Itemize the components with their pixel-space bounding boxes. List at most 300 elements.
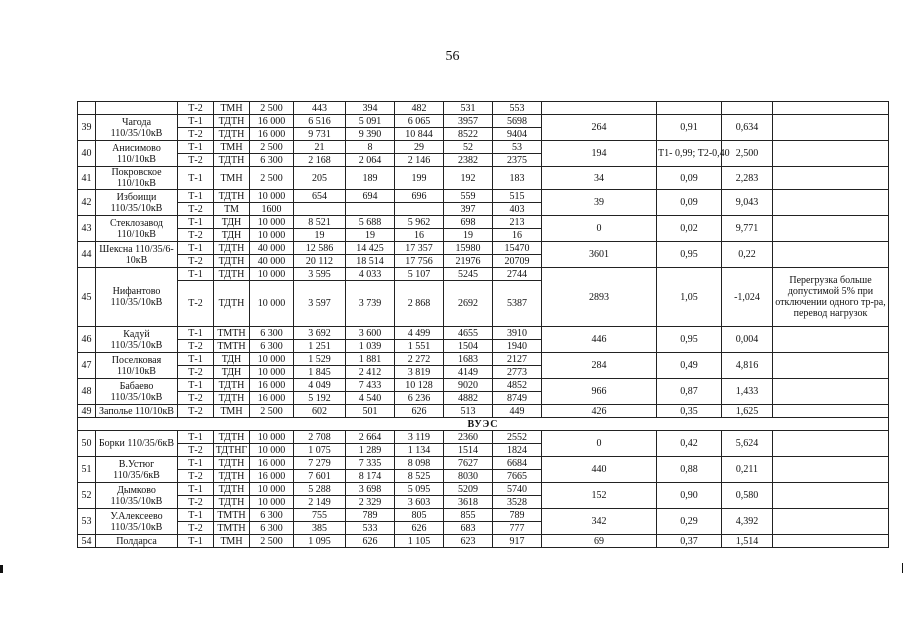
transformer-id-cell: Т-2 bbox=[178, 366, 214, 379]
load-cell-3: 16 bbox=[395, 229, 444, 242]
transformer-type-cell: ТДТН bbox=[214, 190, 250, 203]
reserve-cell: 1,514 bbox=[722, 535, 773, 548]
row-number-cell: 41 bbox=[78, 167, 96, 190]
substation-name-cell: Борки 110/35/6кВ bbox=[96, 431, 178, 457]
load-cell-2: 3 739 bbox=[346, 281, 395, 327]
table-row bbox=[78, 115, 889, 128]
transformer-id-cell: Т-2 bbox=[178, 229, 214, 242]
table-row bbox=[78, 268, 889, 281]
note-cell bbox=[773, 115, 889, 141]
load-cell-1: 1 251 bbox=[294, 340, 346, 353]
load-cell-3: 2 272 bbox=[395, 353, 444, 366]
transformer-type-cell: ТДН bbox=[214, 216, 250, 229]
load-cell-2: 1 289 bbox=[346, 444, 395, 457]
transformer-type-cell: ТДТН bbox=[214, 128, 250, 141]
load-cell-5: 5740 bbox=[493, 483, 542, 496]
total-load-cell: 342 bbox=[542, 509, 657, 535]
table-row bbox=[78, 102, 889, 115]
note-cell bbox=[773, 535, 889, 548]
transformer-type-cell: ТДТН bbox=[214, 392, 250, 405]
row-number-cell: 54 bbox=[78, 535, 96, 548]
load-cell-4: 21976 bbox=[444, 255, 493, 268]
load-cell-5: 917 bbox=[493, 535, 542, 548]
load-cell-4: 2360 bbox=[444, 431, 493, 444]
table-row bbox=[78, 216, 889, 229]
load-cell-2: 394 bbox=[346, 102, 395, 115]
load-cell-4: 623 bbox=[444, 535, 493, 548]
load-cell-5: 3528 bbox=[493, 496, 542, 509]
table-row bbox=[78, 457, 889, 470]
load-cell-4: 3618 bbox=[444, 496, 493, 509]
transformer-id-cell: Т-2 bbox=[178, 392, 214, 405]
transformer-id-cell: Т-1 bbox=[178, 190, 214, 203]
row-number-cell: 51 bbox=[78, 457, 96, 483]
load-cell-3: 1 105 bbox=[395, 535, 444, 548]
load-cell-5: 2375 bbox=[493, 154, 542, 167]
load-cell-5: 7665 bbox=[493, 470, 542, 483]
load-cell-3: 3 119 bbox=[395, 431, 444, 444]
capacity-cell: 16 000 bbox=[250, 457, 294, 470]
substation-name-cell: Полдарса bbox=[96, 535, 178, 548]
row-number-cell: 46 bbox=[78, 327, 96, 353]
load-cell-3: 5 962 bbox=[395, 216, 444, 229]
load-cell-3: 17 357 bbox=[395, 242, 444, 255]
row-number-cell: 40 bbox=[78, 141, 96, 167]
load-cell-5: 5698 bbox=[493, 115, 542, 128]
transformer-type-cell: ТДТН bbox=[214, 470, 250, 483]
load-cell-2: 19 bbox=[346, 229, 395, 242]
capacity-cell: 6 300 bbox=[250, 522, 294, 535]
transformer-id-cell: Т-1 bbox=[178, 167, 214, 190]
transformer-id-cell: Т-1 bbox=[178, 457, 214, 470]
transformer-type-cell: ТДН bbox=[214, 229, 250, 242]
load-factor-cell: 0,90 bbox=[657, 483, 722, 509]
load-cell-5: 403 bbox=[493, 203, 542, 216]
load-factor-cell: 0,95 bbox=[657, 327, 722, 353]
load-cell-3: 626 bbox=[395, 522, 444, 535]
transformer-id-cell: Т-2 bbox=[178, 203, 214, 216]
load-cell-3: 5 095 bbox=[395, 483, 444, 496]
load-cell-1: 3 597 bbox=[294, 281, 346, 327]
total-load-cell: 284 bbox=[542, 353, 657, 379]
load-cell-4: 397 bbox=[444, 203, 493, 216]
load-cell-1: 1 845 bbox=[294, 366, 346, 379]
total-load-cell: 0 bbox=[542, 216, 657, 242]
row-number-cell: 45 bbox=[78, 268, 96, 327]
load-cell-4: 8522 bbox=[444, 128, 493, 141]
load-cell-2: 8 bbox=[346, 141, 395, 154]
load-cell-1: 4 049 bbox=[294, 379, 346, 392]
total-load-cell: 426 bbox=[542, 405, 657, 418]
load-cell-3: 482 bbox=[395, 102, 444, 115]
load-cell-1: 12 586 bbox=[294, 242, 346, 255]
transformer-type-cell: ТДТН bbox=[214, 379, 250, 392]
load-cell-4: 531 bbox=[444, 102, 493, 115]
table-row bbox=[78, 242, 889, 255]
transformer-id-cell: Т-1 bbox=[178, 535, 214, 548]
load-cell-4: 698 bbox=[444, 216, 493, 229]
load-cell-3: 6 065 bbox=[395, 115, 444, 128]
load-cell-4: 559 bbox=[444, 190, 493, 203]
load-cell-5: 2127 bbox=[493, 353, 542, 366]
load-cell-1: 443 bbox=[294, 102, 346, 115]
substation-name-cell: Дымково 110/35/10кВ bbox=[96, 483, 178, 509]
reserve-cell: 1,433 bbox=[722, 379, 773, 405]
row-number-cell: 44 bbox=[78, 242, 96, 268]
capacity-cell: 16 000 bbox=[250, 392, 294, 405]
transformer-id-cell: Т-1 bbox=[178, 242, 214, 255]
transformer-type-cell: ТДТНГ bbox=[214, 444, 250, 457]
substation-load-table bbox=[77, 101, 889, 548]
reserve-cell: 0,580 bbox=[722, 483, 773, 509]
load-cell-1: 602 bbox=[294, 405, 346, 418]
capacity-cell: 10 000 bbox=[250, 229, 294, 242]
load-cell-3: 10 844 bbox=[395, 128, 444, 141]
load-cell-3: 199 bbox=[395, 167, 444, 190]
transformer-type-cell: ТДТН bbox=[214, 457, 250, 470]
load-cell-3: 1 134 bbox=[395, 444, 444, 457]
transformer-id-cell: Т-2 bbox=[178, 522, 214, 535]
load-cell-5: 515 bbox=[493, 190, 542, 203]
load-cell-5: 2552 bbox=[493, 431, 542, 444]
transformer-id-cell: Т-1 bbox=[178, 327, 214, 340]
transformer-id-cell: Т-2 bbox=[178, 281, 214, 327]
transformer-id-cell: Т-2 bbox=[178, 255, 214, 268]
load-cell-2: 5 688 bbox=[346, 216, 395, 229]
load-cell-1: 7 601 bbox=[294, 470, 346, 483]
capacity-cell: 40 000 bbox=[250, 242, 294, 255]
load-cell-1: 3 595 bbox=[294, 268, 346, 281]
load-cell-1: 6 516 bbox=[294, 115, 346, 128]
load-cell-1: 19 bbox=[294, 229, 346, 242]
table-row bbox=[78, 379, 889, 392]
load-cell-4: 2382 bbox=[444, 154, 493, 167]
load-cell-2: 2 412 bbox=[346, 366, 395, 379]
load-cell-4: 5209 bbox=[444, 483, 493, 496]
load-cell-2: 4 033 bbox=[346, 268, 395, 281]
row-number-cell: 39 bbox=[78, 115, 96, 141]
load-cell-2: 1 881 bbox=[346, 353, 395, 366]
substation-name-cell: Поселковая 110/10кВ bbox=[96, 353, 178, 379]
table-row bbox=[78, 405, 889, 418]
load-cell-1: 2 149 bbox=[294, 496, 346, 509]
transformer-type-cell: ТДТН bbox=[214, 268, 250, 281]
substation-name-cell: Стеклозавод 110/10кВ bbox=[96, 216, 178, 242]
load-cell-5: 449 bbox=[493, 405, 542, 418]
load-cell-4: 9020 bbox=[444, 379, 493, 392]
transformer-id-cell: Т-1 bbox=[178, 141, 214, 154]
transformer-type-cell: ТМН bbox=[214, 405, 250, 418]
substation-name-cell: Кадуй 110/35/10кВ bbox=[96, 327, 178, 353]
load-cell-2: 501 bbox=[346, 405, 395, 418]
note-cell bbox=[773, 483, 889, 509]
capacity-cell: 6 300 bbox=[250, 327, 294, 340]
load-cell-3: 4 499 bbox=[395, 327, 444, 340]
load-factor-cell: 0,88 bbox=[657, 457, 722, 483]
load-cell-1: 385 bbox=[294, 522, 346, 535]
total-load-cell: 446 bbox=[542, 327, 657, 353]
note-cell bbox=[773, 457, 889, 483]
load-cell-5: 553 bbox=[493, 102, 542, 115]
load-cell-3: 10 128 bbox=[395, 379, 444, 392]
load-cell-5: 20709 bbox=[493, 255, 542, 268]
capacity-cell: 2 500 bbox=[250, 141, 294, 154]
load-cell-3: 1 551 bbox=[395, 340, 444, 353]
note-cell bbox=[773, 405, 889, 418]
substation-name-cell: Шексна 110/35/6-10кВ bbox=[96, 242, 178, 268]
reserve-cell: 5,624 bbox=[722, 431, 773, 457]
total-load-cell: 2893 bbox=[542, 268, 657, 327]
load-factor-cell: 0,95 bbox=[657, 242, 722, 268]
load-cell-3: 5 107 bbox=[395, 268, 444, 281]
reserve-cell: 1,625 bbox=[722, 405, 773, 418]
load-cell-1: 21 bbox=[294, 141, 346, 154]
margin-mark-left bbox=[0, 565, 3, 573]
note-cell bbox=[773, 509, 889, 535]
load-cell-1: 5 288 bbox=[294, 483, 346, 496]
capacity-cell: 10 000 bbox=[250, 431, 294, 444]
load-cell-4: 855 bbox=[444, 509, 493, 522]
load-cell-5: 183 bbox=[493, 167, 542, 190]
row-number-cell: 42 bbox=[78, 190, 96, 216]
note-cell bbox=[773, 379, 889, 405]
capacity-cell: 40 000 bbox=[250, 255, 294, 268]
transformer-id-cell: Т-2 bbox=[178, 405, 214, 418]
transformer-type-cell: ТДТН bbox=[214, 483, 250, 496]
load-cell-4: 513 bbox=[444, 405, 493, 418]
total-load-cell: 966 bbox=[542, 379, 657, 405]
reserve-cell: 2,283 bbox=[722, 167, 773, 190]
load-cell-1: 8 521 bbox=[294, 216, 346, 229]
transformer-type-cell: ТМН bbox=[214, 102, 250, 115]
load-cell-1: 755 bbox=[294, 509, 346, 522]
load-cell-4: 3957 bbox=[444, 115, 493, 128]
capacity-cell: 10 000 bbox=[250, 483, 294, 496]
transformer-id-cell: Т-1 bbox=[178, 115, 214, 128]
transformer-id-cell: Т-1 bbox=[178, 483, 214, 496]
load-cell-5: 8749 bbox=[493, 392, 542, 405]
transformer-type-cell: ТМТН bbox=[214, 522, 250, 535]
total-load-cell: 0 bbox=[542, 431, 657, 457]
capacity-cell: 6 300 bbox=[250, 509, 294, 522]
transformer-type-cell: ТДТН bbox=[214, 154, 250, 167]
transformer-type-cell: ТДН bbox=[214, 353, 250, 366]
capacity-cell: 6 300 bbox=[250, 340, 294, 353]
transformer-type-cell: ТДТН bbox=[214, 255, 250, 268]
load-cell-2: 4 540 bbox=[346, 392, 395, 405]
load-cell-5: 9404 bbox=[493, 128, 542, 141]
transformer-type-cell: ТДН bbox=[214, 366, 250, 379]
load-cell-3: 2 146 bbox=[395, 154, 444, 167]
capacity-cell: 10 000 bbox=[250, 444, 294, 457]
load-factor-cell: 0,09 bbox=[657, 190, 722, 216]
capacity-cell: 10 000 bbox=[250, 190, 294, 203]
load-cell-1: 2 708 bbox=[294, 431, 346, 444]
row-number-cell: 50 bbox=[78, 431, 96, 457]
load-cell-2: 189 bbox=[346, 167, 395, 190]
note-cell bbox=[773, 167, 889, 190]
total-load-cell: 264 bbox=[542, 115, 657, 141]
load-cell-2: 5 091 bbox=[346, 115, 395, 128]
load-cell-5: 16 bbox=[493, 229, 542, 242]
load-cell-2: 2 329 bbox=[346, 496, 395, 509]
load-cell-4: 4149 bbox=[444, 366, 493, 379]
load-cell-1: 5 192 bbox=[294, 392, 346, 405]
substation-name-cell: Заполье 110/10кВ bbox=[96, 405, 178, 418]
row-number-cell: 53 bbox=[78, 509, 96, 535]
load-factor-cell: Т1- 0,99; Т2-0,40 bbox=[657, 141, 722, 167]
capacity-cell: 16 000 bbox=[250, 470, 294, 483]
load-cell-4: 15980 bbox=[444, 242, 493, 255]
row-number-cell: 43 bbox=[78, 216, 96, 242]
load-factor-cell: 0,91 bbox=[657, 115, 722, 141]
note-cell bbox=[773, 327, 889, 353]
load-factor-cell: 0,49 bbox=[657, 353, 722, 379]
load-cell-4: 8030 bbox=[444, 470, 493, 483]
load-cell-2: 2 064 bbox=[346, 154, 395, 167]
reserve-cell: 2,500 bbox=[722, 141, 773, 167]
total-load-cell: 39 bbox=[542, 190, 657, 216]
load-cell-5: 1824 bbox=[493, 444, 542, 457]
capacity-cell: 16 000 bbox=[250, 115, 294, 128]
transformer-type-cell: ТДТН bbox=[214, 115, 250, 128]
load-cell-4: 5245 bbox=[444, 268, 493, 281]
table-row bbox=[78, 353, 889, 366]
note-cell bbox=[773, 242, 889, 268]
load-cell-2: 7 433 bbox=[346, 379, 395, 392]
load-cell-5: 789 bbox=[493, 509, 542, 522]
load-cell-4: 683 bbox=[444, 522, 493, 535]
table-row bbox=[78, 141, 889, 154]
table-row bbox=[78, 190, 889, 203]
transformer-id-cell: Т-2 bbox=[178, 128, 214, 141]
load-cell-5: 53 bbox=[493, 141, 542, 154]
load-cell-2: 533 bbox=[346, 522, 395, 535]
load-factor-cell: 0,42 bbox=[657, 431, 722, 457]
table-row bbox=[78, 535, 889, 548]
reserve-cell: 4,392 bbox=[722, 509, 773, 535]
transformer-type-cell: ТДТН bbox=[214, 496, 250, 509]
load-cell-5: 6684 bbox=[493, 457, 542, 470]
load-cell-1: 1 529 bbox=[294, 353, 346, 366]
load-cell-1: 1 095 bbox=[294, 535, 346, 548]
load-cell-4: 1514 bbox=[444, 444, 493, 457]
load-cell-2: 7 335 bbox=[346, 457, 395, 470]
note-cell bbox=[773, 431, 889, 457]
load-cell-4: 1683 bbox=[444, 353, 493, 366]
transformer-type-cell: ТМН bbox=[214, 167, 250, 190]
load-factor-cell: 0,35 bbox=[657, 405, 722, 418]
transformer-type-cell: ТМТН bbox=[214, 340, 250, 353]
load-cell-2: 789 bbox=[346, 509, 395, 522]
load-cell-5: 1940 bbox=[493, 340, 542, 353]
note-cell bbox=[773, 102, 889, 115]
load-cell-1: 20 112 bbox=[294, 255, 346, 268]
load-factor-cell: 0,87 bbox=[657, 379, 722, 405]
margin-mark-right bbox=[902, 563, 903, 573]
load-cell-4: 4655 bbox=[444, 327, 493, 340]
table-row bbox=[78, 167, 889, 190]
capacity-cell: 2 500 bbox=[250, 535, 294, 548]
table-row bbox=[78, 431, 889, 444]
row-number-cell: 47 bbox=[78, 353, 96, 379]
transformer-type-cell: ТДТН bbox=[214, 431, 250, 444]
load-cell-3: 2 868 bbox=[395, 281, 444, 327]
load-cell-5: 5387 bbox=[493, 281, 542, 327]
load-factor-cell: 0,37 bbox=[657, 535, 722, 548]
load-cell-2: 14 425 bbox=[346, 242, 395, 255]
capacity-cell: 10 000 bbox=[250, 216, 294, 229]
load-cell-4: 52 bbox=[444, 141, 493, 154]
transformer-id-cell: Т-1 bbox=[178, 268, 214, 281]
capacity-cell: 1600 bbox=[250, 203, 294, 216]
load-cell-3: 805 bbox=[395, 509, 444, 522]
capacity-cell: 10 000 bbox=[250, 366, 294, 379]
load-cell-4: 7627 bbox=[444, 457, 493, 470]
transformer-id-cell: Т-2 bbox=[178, 102, 214, 115]
load-cell-4: 2692 bbox=[444, 281, 493, 327]
substation-name-cell: Анисимово 110/10кВ bbox=[96, 141, 178, 167]
total-load-cell: 34 bbox=[542, 167, 657, 190]
load-cell-2: 18 514 bbox=[346, 255, 395, 268]
note-cell bbox=[773, 353, 889, 379]
capacity-cell: 10 000 bbox=[250, 353, 294, 366]
load-cell-3: 8 098 bbox=[395, 457, 444, 470]
transformer-id-cell: Т-2 bbox=[178, 340, 214, 353]
load-cell-2: 9 390 bbox=[346, 128, 395, 141]
note-cell bbox=[773, 216, 889, 242]
transformer-id-cell: Т-1 bbox=[178, 379, 214, 392]
load-cell-3: 17 756 bbox=[395, 255, 444, 268]
page-number: 56 bbox=[445, 49, 460, 64]
total-load-cell: 69 bbox=[542, 535, 657, 548]
capacity-cell: 16 000 bbox=[250, 128, 294, 141]
load-cell-4: 192 bbox=[444, 167, 493, 190]
note-cell bbox=[773, 190, 889, 216]
transformer-id-cell: Т-2 bbox=[178, 496, 214, 509]
total-load-cell: 3601 bbox=[542, 242, 657, 268]
capacity-cell: 6 300 bbox=[250, 154, 294, 167]
reserve-cell: 9,771 bbox=[722, 216, 773, 242]
reserve-cell bbox=[722, 102, 773, 115]
capacity-cell: 10 000 bbox=[250, 281, 294, 327]
row-number-cell: 52 bbox=[78, 483, 96, 509]
substation-name-cell: Покровское 110/10кВ bbox=[96, 167, 178, 190]
load-cell-5: 777 bbox=[493, 522, 542, 535]
load-cell-4: 4882 bbox=[444, 392, 493, 405]
transformer-type-cell: ТДТН bbox=[214, 281, 250, 327]
load-cell-2: 1 039 bbox=[346, 340, 395, 353]
load-factor-cell: 0,09 bbox=[657, 167, 722, 190]
load-cell-1: 3 692 bbox=[294, 327, 346, 340]
capacity-cell: 2 500 bbox=[250, 167, 294, 190]
substation-name-cell: У.Алексеево 110/35/10кВ bbox=[96, 509, 178, 535]
reserve-cell: 9,043 bbox=[722, 190, 773, 216]
load-cell-2: 626 bbox=[346, 535, 395, 548]
total-load-cell: 194 bbox=[542, 141, 657, 167]
substation-name-cell: В.Устюг 110/35/6кВ bbox=[96, 457, 178, 483]
load-cell-3: 3 603 bbox=[395, 496, 444, 509]
table-row bbox=[78, 509, 889, 522]
load-cell-4: 1504 bbox=[444, 340, 493, 353]
load-cell-3 bbox=[395, 203, 444, 216]
load-cell-1 bbox=[294, 203, 346, 216]
load-cell-2: 2 664 bbox=[346, 431, 395, 444]
reserve-cell: 4,816 bbox=[722, 353, 773, 379]
load-cell-1: 2 168 bbox=[294, 154, 346, 167]
transformer-id-cell: Т-1 bbox=[178, 216, 214, 229]
reserve-cell: 0,634 bbox=[722, 115, 773, 141]
